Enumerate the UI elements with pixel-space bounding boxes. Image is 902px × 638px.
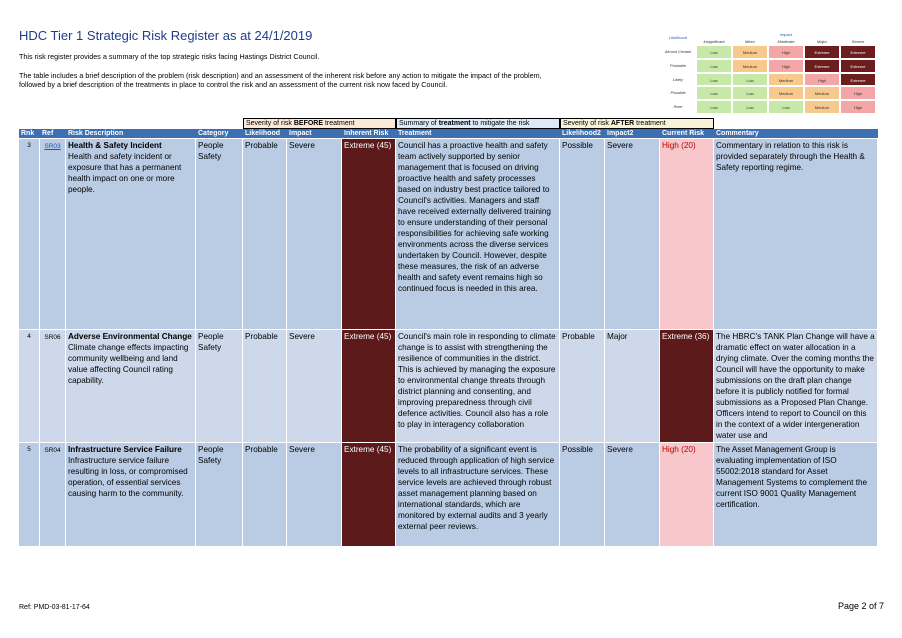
matrix-impact-label: Impact — [779, 32, 792, 37]
matrix-cell: Low — [696, 86, 732, 100]
matrix-col-header: Severe — [851, 39, 865, 44]
commentary: The HBRC's TANK Plan Change will have a dramatic effect on water allocation in a drying climate. Over the coming months the Council will have the opportunity to make submissions on the draft plan change before it is publicly notified for formal submissions as a Proposed Plan Change. Officers intend to report to Council on this in the context of a wider intergeneration water use and — [714, 330, 878, 442]
matrix-cell: Medium — [732, 59, 768, 73]
col-likelihood: Likelihood — [245, 130, 280, 137]
treatment: Council has a proactive health and safety team actively supported by senior management that is focused on driving proactive health and safety processes based on industry best practice tailored to Council's activities. Managers and staff have received externally delivered training to ensure understanding of their personal responsibilities for achieving safe working environments across the diverse services undertaken by Council. However, despite these measures, the risk of an adverse health and safety event remains high so continued focus is needed in this area. — [396, 139, 560, 329]
matrix-row-header: Probable — [669, 62, 686, 68]
risk-description: Health & Safety Incident Health and safety incident or exposure that has a permanent health impact on one or more people. — [66, 139, 196, 329]
matrix-cell: Low — [696, 45, 732, 59]
table-header — [19, 129, 878, 138]
matrix-col-header: Moderate — [777, 39, 795, 44]
commentary: The Asset Management Group is evaluating implementation of ISO 55002:2018 standard for Asset Management Systems to complement the current ISO 9001 Quality Management certification. — [714, 443, 878, 546]
matrix-cell: High — [768, 45, 804, 59]
risk-matrix — [660, 31, 876, 114]
table-row — [19, 139, 878, 329]
matrix-cell: Medium — [804, 100, 840, 114]
risk-description: Adverse Environmental Change Climate change effects impacting community wellbeing and land value affecting Council rating capability. — [66, 330, 196, 442]
group-treatment: Summary of treatment to mitigate the risk — [396, 118, 560, 129]
matrix-cell: Low — [732, 100, 768, 114]
matrix-cell: Low — [732, 73, 768, 87]
matrix-row-header: Rare — [673, 104, 683, 110]
footer-reference: Ref: PMD-03-81-17-64 — [19, 604, 90, 611]
matrix-cell: Extreme — [804, 59, 840, 73]
matrix-cell: Low — [696, 100, 732, 114]
rank: 5 — [19, 443, 40, 546]
group-after: Severity of risk AFTER treatment — [560, 118, 714, 129]
impact: Severe — [287, 443, 342, 546]
matrix-cell: High — [804, 73, 840, 87]
col-likelihood2: Likelihood2 — [562, 130, 601, 137]
treatment: The probability of a significant event is reduced through application of high service levels to all infrastructure services. These service levels are achieved through robust asset management planning based on international standards, which are monitored by external audits and 3 yearly external peer reviews. — [396, 443, 560, 546]
col-rnk: Rnk — [21, 130, 35, 137]
ref: SR04 — [40, 443, 66, 546]
col-inherent: Inherent Risk — [344, 130, 389, 137]
likelihood2: Probable — [560, 330, 605, 442]
col-current: Current Risk — [662, 130, 705, 137]
current-risk: Extreme (36) — [660, 330, 714, 442]
matrix-col-header: Insignificant — [703, 39, 725, 44]
matrix-cell: Extreme — [804, 45, 840, 59]
impact: Severe — [287, 139, 342, 329]
matrix-row-header: Likely — [672, 76, 684, 82]
inherent-risk: Extreme (45) — [342, 330, 396, 442]
likelihood2: Possible — [560, 443, 605, 546]
matrix-cell: Low — [696, 73, 732, 87]
likelihood: Probable — [243, 139, 287, 329]
matrix-row-header: Possible — [670, 90, 686, 96]
group-before: Severity of risk BEFORE treatment — [243, 118, 396, 129]
col-commentary: Commentary — [716, 130, 759, 137]
matrix-cell: High — [768, 59, 804, 73]
ref: SR06 — [40, 330, 66, 442]
matrix-cell: Medium — [804, 86, 840, 100]
likelihood: Probable — [243, 330, 287, 442]
col-desc: Risk Description — [68, 130, 124, 137]
page-title: HDC Tier 1 Strategic Risk Register as at 24/1/2019 — [19, 28, 313, 43]
matrix-col-header: Major — [816, 39, 827, 44]
commentary: Commentary in relation to this risk is provided separately through the Health & Safety reporting regime. — [714, 139, 878, 329]
impact2: Severe — [605, 443, 660, 546]
impact2: Severe — [605, 139, 660, 329]
risk-description: Infrastructure Service Failure Infrastructure service failure resulting in loss, or compromised operation, of essential services causing harm to the community. — [66, 443, 196, 546]
intro-paragraph: This risk register provides a summary of the top strategic risks facing Hastings District Council. — [19, 52, 320, 61]
matrix-cell: Medium — [732, 45, 768, 59]
table-row — [19, 330, 878, 442]
treatment: Council's main role in responding to climate change is to assist with strengthening the resilience of communities in the district. This is achieved by managing the exposure to environmental change threats through district planning and consenting, and improving preparedness through civil defence activities. Council also has a role to play in interagency collaboration — [396, 330, 560, 442]
category: People Safety — [196, 330, 243, 442]
col-ref: Ref — [42, 130, 54, 137]
likelihood: Probable — [243, 443, 287, 546]
page-number: Page 2 of 7 — [837, 601, 884, 611]
matrix-cell: Medium — [768, 86, 804, 100]
impact2: Major — [605, 330, 660, 442]
category: People Safety — [196, 443, 243, 546]
inherent-risk: Extreme (45) — [342, 139, 396, 329]
col-treatment: Treatment — [398, 130, 432, 137]
col-impact: Impact — [289, 130, 312, 137]
matrix-cell: Extreme — [840, 59, 876, 73]
matrix-col-header: Minor — [744, 39, 755, 44]
matrix-cell: High — [840, 100, 876, 114]
matrix-cell: Low — [768, 100, 804, 114]
matrix-cell: Extreme — [840, 73, 876, 87]
matrix-cell: Low — [732, 86, 768, 100]
col-impact2: Impact2 — [607, 130, 634, 137]
matrix-likelihood-label: Likelihood — [668, 35, 687, 40]
col-category: Category — [198, 130, 229, 137]
category: People Safety — [196, 139, 243, 329]
matrix-cell: High — [840, 86, 876, 100]
matrix-cell: Low — [696, 59, 732, 73]
rank: 4 — [19, 330, 40, 442]
current-risk: High (20) — [660, 443, 714, 546]
rank: 3 — [19, 139, 40, 329]
intro-paragraph: The table includes a brief description of the problem (risk description) and an assessment of the inherent risk before any action to mitigate the impact of the problem, followed by a brief description of the treatments in place to control the risk and an assessment of the current risk now faced by Council. — [19, 71, 542, 89]
impact: Severe — [287, 330, 342, 442]
matrix-cell: Medium — [768, 73, 804, 87]
table-row — [19, 443, 878, 546]
current-risk: High (20) — [660, 139, 714, 329]
matrix-row-header: Almost Certain — [664, 49, 692, 54]
ref-link[interactable]: SR03 — [40, 139, 66, 329]
matrix-cell: Extreme — [840, 45, 876, 59]
inherent-risk: Extreme (45) — [342, 443, 396, 546]
likelihood2: Possible — [560, 139, 605, 329]
